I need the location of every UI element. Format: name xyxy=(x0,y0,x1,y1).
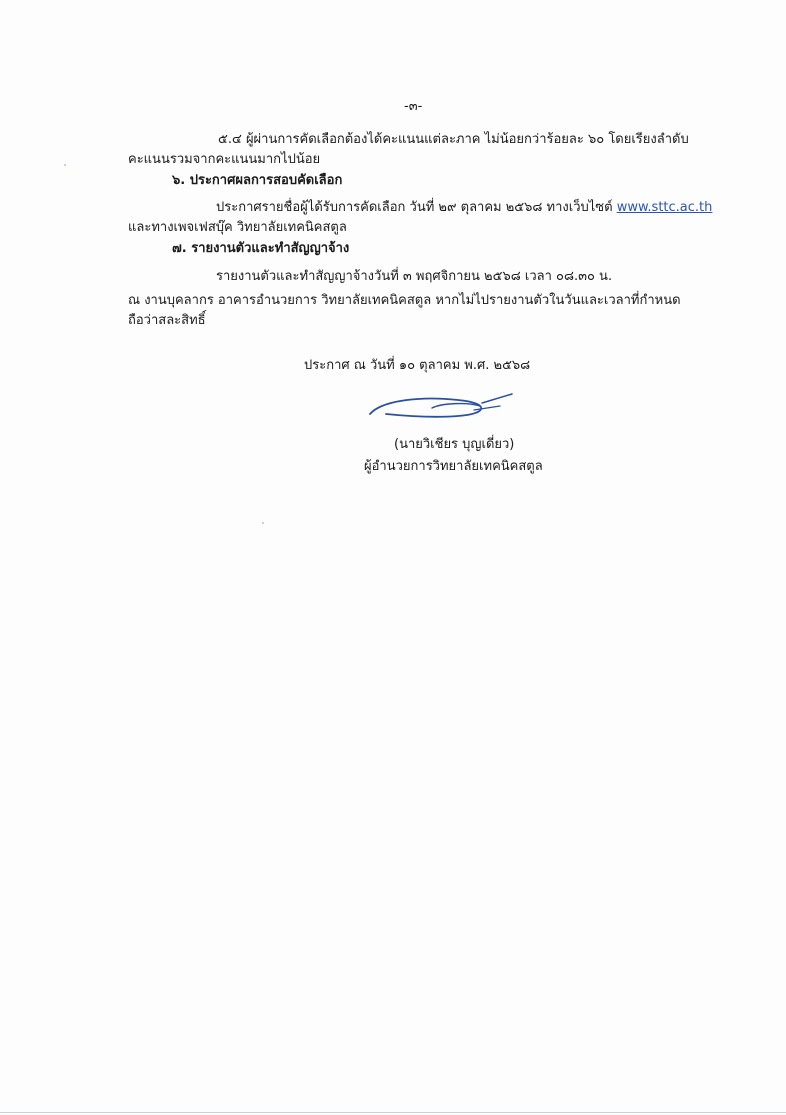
page-number: -๓- xyxy=(404,99,423,114)
section-5-4-line-1: ๕.๔ ผู้ผ่านการคัดเลือกต้องได้คะแนนแต่ละภาค ไม่น้อยกว่าร้อยละ ๖๐ โดยเรียงลำดับ xyxy=(218,132,689,147)
section-6-line-1 xyxy=(216,199,712,217)
section-6-line-1-text: ประกาศรายชื่อผู้ได้รับการคัดเลือก วันที่ ๒๙ ตุลาคม ๒๕๖๘ ทางเว็บไซต์ xyxy=(216,200,613,215)
scan-bottom-edge xyxy=(0,1112,786,1113)
section-7-line-1: รายงานตัวและทำสัญญาจ้างวันที่ ๓ พฤศจิกายน ๒๕๖๘ เวลา ๐๘.๓๐ น. xyxy=(216,269,613,284)
announcement-date: ประกาศ ณ วันที่ ๑๐ ตุลาคม พ.ศ. ๒๕๖๘ xyxy=(304,358,531,373)
signatory-position: ผู้อำนวยการวิทยาลัยเทคนิคสตูล xyxy=(364,459,543,474)
section-6-heading: ๖. ประกาศผลการสอบคัดเลือก xyxy=(172,173,343,188)
website-link[interactable]: www.sttc.ac.th xyxy=(616,200,713,215)
signature-image xyxy=(362,388,522,428)
section-6-line-2: และทางเพจเฟสบุ๊ค วิทยาลัยเทคนิคสตูล xyxy=(128,220,347,235)
scan-speck xyxy=(262,522,264,524)
signatory-name: (นายวิเชียร บุญเดี่ยว) xyxy=(394,437,515,452)
section-7-line-3: ถือว่าสละสิทธิ์ xyxy=(128,313,206,328)
section-7-line-2: ณ งานบุคลากร อาคารอำนวยการ วิทยาลัยเทคนิคสตูล หากไม่ไปรายงานตัวในวันและเวลาที่กำหนด xyxy=(128,293,681,308)
section-7-heading: ๗. รายงานตัวและทำสัญญาจ้าง xyxy=(172,241,350,256)
section-5-4-line-2: คะแนนรวมจากคะแนนมากไปน้อย xyxy=(128,152,321,167)
scan-speck xyxy=(64,164,66,166)
